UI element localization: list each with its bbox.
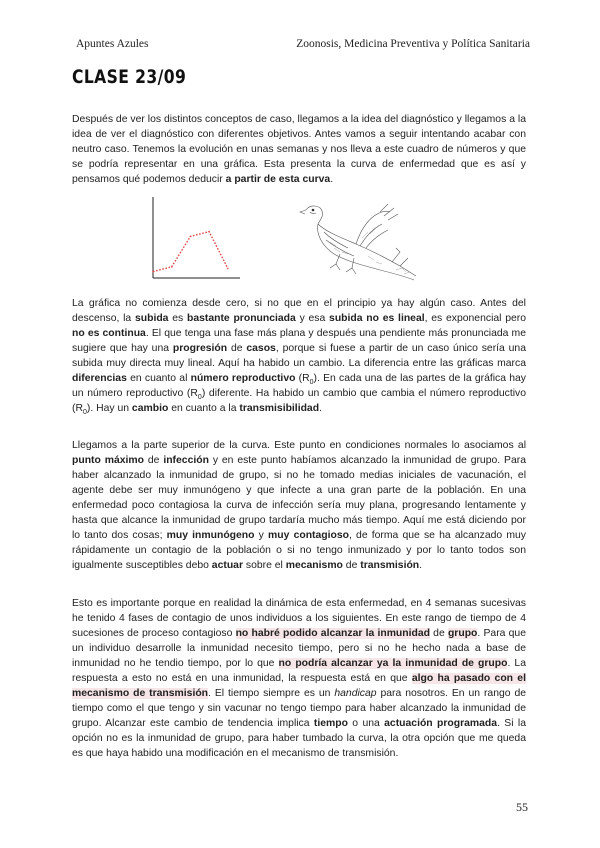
paragraph-peak: Llegamos a la parte superior de la curva. Este punto en condiciones normales lo asociamos al punto máximo de infección y en este punto habíamos alcanzado la inmunidad de grupo. Para haber alcanzado la inmunidad de grupo, si no he tomado medias iniciales de vacunación, el agente debe ser muy inmunógeno y que infecte a una gran parte de la población. En una enfermedad poco contagiosa la curva de infección sería muy plana, progresando lentamente y hasta que alcance la inmunidad de grupo tardaría mucho más tiempo. Aquí me está diciendo por lo tanto dos cosas; muy inmunógeno y muy contagioso, de forma que se ha alcanzado muy rápidamente un contagio de la población o si no tengo inmunizado y por lo tanto todos son igualmente susceptibles debo actuar sobre el mecanismo de transmisión. <box>72 440 527 571</box>
epidemic-curve-chart <box>148 194 242 282</box>
paragraph-dynamics: Esto es importante porque en realidad la dinámica de esta enfermedad, en 4 semanas sucesivas he tenido 4 fases de contagio de unos individuos a los siguientes. En este rango de tiempo de 4 sucesiones de proceso contagioso no habré podido alcanzar la inmunidad de grupo. Para que un individuo desarrolle la inmunidad necesito tiempo, pero si no he hecho nada a base de inmunidad no he tendio tiempo, por lo que no podría alcanzar ya la inmunidad de grupo. La respuesta a esto no está en una inmunidad, la respuesta está en que algo ha pasado con el mecanismo de transmisión. El tiempo siempre es un handicap para nosotros. En un rango de tiempo como el que tengo y sin vacunar no tengo tiempo para haber alcanzado la inmunidad de grupo. Alcanzar este cambio de tendencia implica tiempo o una actuación programada. Si la opción no es la inmunidad de grupo, para haber tumbado la curva, la otra opción que me queda es que haya habido una modificación en el mecanismo de transmisión. <box>72 598 527 759</box>
header-left: Apuntes Azules <box>76 38 149 50</box>
epidemic-curve-line <box>153 232 228 272</box>
curve-point-4 <box>227 268 229 270</box>
curve-point-2 <box>190 236 192 238</box>
pigeon-sketch-icon <box>296 202 422 284</box>
header-right: Zoonosis, Medicina Preventiva y Política Sanitaria <box>296 38 530 50</box>
page-title: CLASE 23/09 <box>72 66 187 88</box>
page-number: 55 <box>516 800 528 814</box>
curve-point-3 <box>208 231 210 233</box>
curve-point-0 <box>152 271 154 273</box>
paragraph-curve-analysis: La gráfica no comienza desde cero, si no que en el principio ya hay algún caso. Antes del descenso, la subida es bastante pronunciada y esa subida no es lineal, es exponencial pero no es continua. El que tenga una fase más plana y después una pendiente más pronunciada me sugiere que hay una progresión de casos, porque si fuese a partir de un caso único sería una subida muy directa muy lineal. Aquí ha habido un cambio. La diferencia entre las gráficas marca diferencias en cuanto al número reproductivo $(R_0)$. En cada una de las partes de la gráfica hay un número reproductivo $(R_0)$ diferente. Ha habido un cambio que cambia el número reproductivo $(R_0)$. Hay un cambio en cuanto a la transmisibilidad. <box>72 298 527 417</box>
curve-point-1 <box>171 266 173 268</box>
paragraph-intro: Después de ver los distintos conceptos de caso, llegamos a la idea del diagnóstico y llegamos a la idea de ver el diagnóstico con diferentes objetivos. Antes vamos a seguir intentando acabar con neutro caso. Tenemos la evolución en unas semanas y nos lleva a este cuadro de números y que se podría representar en una gráfica. Esta presenta la curva de enfermedad que es así y pensamos qué podemos deducir a partir de esta curva. <box>72 114 526 185</box>
